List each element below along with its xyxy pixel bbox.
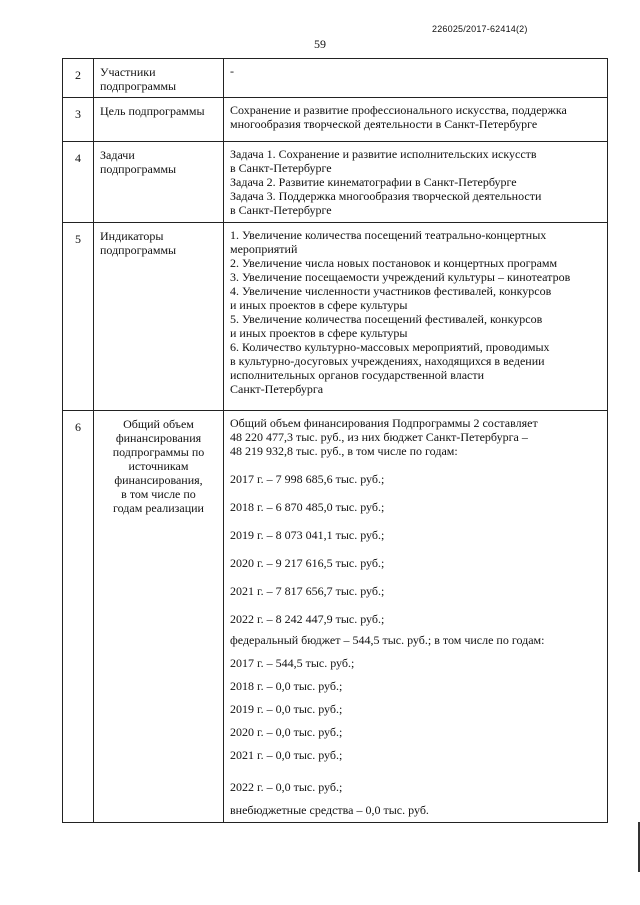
label-line: подпрограммы	[100, 243, 177, 257]
year-line: 2019 г. – 8 073 041,1 тыс. руб.;	[230, 528, 385, 542]
year-line: 2022 г. – 0,0 тыс. руб.;	[230, 780, 343, 794]
value-line: 5. Увеличение количества посещений фестивалей, конкурсов	[230, 312, 543, 326]
label-line: источникам	[128, 459, 189, 473]
passport-table	[62, 58, 608, 823]
table-row	[63, 59, 608, 98]
label-line: в том числе по	[121, 487, 196, 501]
year-line: 2021 г. – 0,0 тыс. руб.;	[230, 748, 343, 762]
year-line: 2020 г. – 0,0 тыс. руб.;	[230, 725, 343, 739]
row-value: -	[224, 59, 608, 98]
value-line: в культурно-досуговых учреждениях, находящихся в ведении	[230, 354, 545, 368]
label-line: финансирования	[115, 431, 202, 445]
label-line: финансирования,	[114, 473, 203, 487]
table-row	[63, 142, 608, 223]
offbudget-line: внебюджетные средства – 0,0 тыс. руб.	[230, 803, 429, 817]
year-line: 2022 г. – 8 242 447,9 тыс. руб.;	[230, 612, 385, 626]
value-line: 3. Увеличение посещаемости учреждений культуры – кинотеатров	[230, 270, 571, 284]
value-line: исполнительных органов государственной власти	[230, 368, 485, 382]
value-line: Задача 3. Поддержка многообразия творческой деятельности	[230, 189, 542, 203]
label-line: Общий объем	[123, 417, 194, 431]
page-number: 59	[314, 37, 326, 51]
value-line: 6. Количество культурно-массовых мероприятий, проводимых	[230, 340, 550, 354]
value-line: 4. Увеличение численности участников фестивалей, конкурсов	[230, 284, 552, 298]
value-line: Задача 2. Развитие кинематографии в Санкт-Петербурге	[230, 175, 517, 189]
row-number: 2	[63, 59, 94, 98]
row-number: 5	[63, 223, 94, 411]
table-row	[63, 98, 608, 142]
value-line: в Санкт-Петербурге	[230, 203, 332, 217]
row-number: 3	[63, 98, 94, 142]
value-line: Задача 1. Сохранение и развитие исполнительских искусств	[230, 147, 537, 161]
table-row	[63, 411, 608, 823]
label-line: подпрограммы	[100, 162, 177, 176]
table-row	[63, 223, 608, 411]
label-line: Задачи	[100, 148, 135, 162]
value-line: многообразия творческой деятельности в Санкт-Петербурге	[230, 117, 538, 131]
year-line: 2018 г. – 0,0 тыс. руб.;	[230, 679, 343, 693]
value-line: 2. Увеличение числа новых постановок и концертных программ	[230, 256, 558, 270]
year-line: 2019 г. – 0,0 тыс. руб.;	[230, 702, 343, 716]
row-value	[224, 142, 608, 223]
year-line: 2021 г. – 7 817 656,7 тыс. руб.;	[230, 584, 385, 598]
row-label	[94, 411, 224, 823]
value-line: и иных проектов в сфере культуры	[230, 298, 408, 312]
year-line: 2017 г. – 544,5 тыс. руб.;	[230, 656, 355, 670]
value-line: Сохранение и развитие профессионального искусства, поддержка	[230, 103, 567, 117]
year-line: 2018 г. – 6 870 485,0 тыс. руб.;	[230, 500, 385, 514]
label-line: подпрограммы по	[112, 445, 205, 459]
federal-intro: федеральный бюджет – 544,5 тыс. руб.; в том числе по годам:	[230, 633, 545, 647]
year-line: 2020 г. – 9 217 616,5 тыс. руб.;	[230, 556, 385, 570]
label-line: годам реализации	[113, 501, 204, 515]
value-line: 48 219 932,8 тыс. руб., в том числе по годам:	[230, 444, 458, 458]
value-line: 48 220 477,3 тыс. руб., из них бюджет Санкт-Петербурга –	[230, 430, 528, 444]
value-line: и иных проектов в сфере культуры	[230, 326, 408, 340]
row-label: Участники подпрограммы	[94, 59, 224, 98]
row-value	[224, 98, 608, 142]
value-line: 1. Увеличение количества посещений театрально-концертных	[230, 228, 547, 242]
row-label	[94, 223, 224, 411]
row-label	[94, 142, 224, 223]
row-number: 6	[63, 411, 94, 823]
label-line: Индикаторы	[100, 229, 164, 243]
row-label: Цель подпрограммы	[94, 98, 224, 142]
value-line: в Санкт-Петербурге	[230, 161, 332, 175]
value-line: Общий объем финансирования Подпрограммы 2 составляет	[230, 416, 538, 430]
year-line: 2017 г. – 7 998 685,6 тыс. руб.;	[230, 472, 385, 486]
value-line: мероприятий	[230, 242, 298, 256]
document-code: 226025/2017-62414(2)	[432, 24, 528, 34]
row-value	[224, 223, 608, 411]
value-line: Санкт-Петербурга	[230, 382, 324, 396]
row-number: 4	[63, 142, 94, 223]
row-value	[224, 411, 608, 823]
